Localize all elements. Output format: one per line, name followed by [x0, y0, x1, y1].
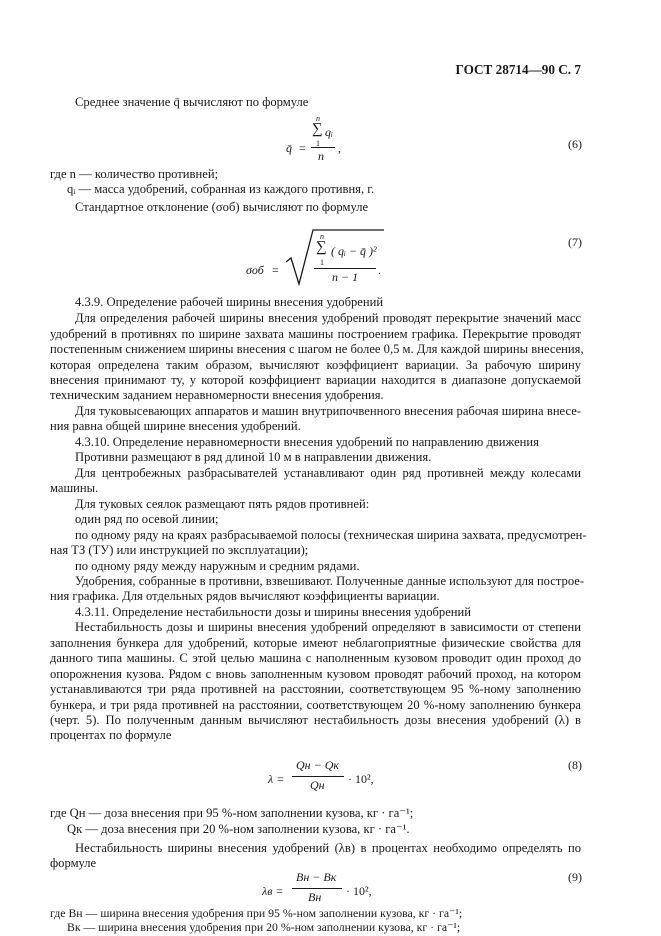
- text-line: по одному ряду на краях разбрасываемой полосы (техническая ширина захвата, предусмотрен-: [75, 528, 587, 542]
- eq7-sum-expr: ( qᵢ − q̄ )²: [331, 244, 377, 258]
- eq7-sum-symbol: ∑: [316, 239, 327, 255]
- eq8-number: (8): [568, 758, 582, 772]
- text-line: Нестабильность дозы и ширины внесения удобрений определяют в зависимости от степени: [75, 620, 581, 634]
- text-line: по одному ряду между наружным и средним рядами.: [75, 559, 360, 573]
- text-line: Для туковых сеялок размещают пять рядов противней:: [75, 497, 370, 511]
- section-4-3-9-heading: 4.3.9. Определение рабочей ширины внесения удобрений: [75, 295, 384, 309]
- lambda-b-intro: Нестабильность ширины внесения удобрений (λв) в процентах необходимо определять по: [75, 841, 581, 855]
- eq6-tail: ,: [338, 141, 341, 155]
- text-line: Удобрения, собранные в противни, взвешивают. Полученные данные используют для построе-: [75, 574, 585, 588]
- eq8-tail: · 10²,: [348, 772, 374, 786]
- page-header: ГОСТ 28714—90 С. 7: [455, 62, 581, 77]
- where-qi: qᵢ — масса удобрений, собранная из каждого противня, г.: [67, 182, 375, 196]
- text-line: ная ТЗ (ТУ) или инструкцией по эксплуатации);: [50, 543, 309, 557]
- eq7-denominator: n − 1: [332, 270, 359, 284]
- text-line: ния равна общей ширине внесения удобрений.: [50, 419, 301, 433]
- text-line: данного типа машины. С этой целью машина с наполненным кузовом проводит один проход до: [50, 651, 581, 665]
- section-4-3-11-heading: 4.3.11. Определение нестабильности дозы и ширины внесения удобрений: [75, 605, 472, 619]
- text-line: ния графика. Для отдельных рядов вычисляют коэффициенты вариации.: [50, 589, 440, 603]
- eq9-lhs: λв =: [262, 884, 284, 898]
- text-line: постепенным снижением ширины внесения с шагом не более 0,5 м. Для каждой ширины внесения,: [50, 342, 584, 356]
- eq7-number: (7): [568, 235, 582, 249]
- eq7-fraction-line: [314, 268, 376, 269]
- text-line: устанавливаются три ряда противней на расстоянии, соответствующем 95 %-ному заполнению: [50, 682, 581, 696]
- text-line: которая определена таким образом, вычисляют коэффициент вариации. За рабочую ширину: [50, 358, 581, 372]
- text-line: Для определения рабочей ширины внесения удобрений проводят перекрытие значений масс: [75, 311, 581, 325]
- std-intro: Стандартное отклонение (σоб) вычисляют по формуле: [75, 200, 369, 214]
- section-4-3-10-heading: 4.3.10. Определение неравномерности внесения удобрений по направлению движения: [75, 435, 539, 449]
- lambda-b-intro-cont: формуле: [50, 856, 97, 870]
- text-line: бункера, и три ряда противней на расстоянии, соответствующем 20 %-ному заполнению бункера: [50, 698, 581, 712]
- eq6-sum-top: n: [316, 114, 320, 123]
- eq8-numerator: Qн − Qк: [296, 758, 339, 772]
- eq9-numerator: Bн − Bк: [296, 870, 337, 884]
- eq6-sum-bottom: 1: [316, 139, 320, 148]
- text-line: Для центробежных разбрасывателей устанавливают один ряд противней между колесами: [75, 466, 581, 480]
- text-line: процентах по формуле: [50, 728, 172, 742]
- text-line: опорожнения кузова. Рядом с вновь заполненным кузовом проводят рабочий проход, на котором: [50, 667, 581, 681]
- eq8-fraction-line: [292, 776, 344, 777]
- where-bn: где Bн — ширина внесения удобрения при 95 %-ном заполнении кузова, кг · га⁻¹;: [50, 906, 463, 920]
- where-n: где n — количество противней;: [50, 167, 219, 181]
- text-line: внесения принимают ту, у которой коэффициент вариации находится в диапазоне допускаемой: [50, 373, 581, 387]
- text-line: техническим заданием неравномерности внесения удобрения.: [50, 388, 384, 402]
- text-line: Для туковысевающих аппаратов и машин внутрипочвенного внесения рабочая ширина внесе-: [75, 404, 581, 418]
- eq7-sum-bottom: 1: [320, 258, 324, 267]
- where-qk: Qк — доза внесения при 20 %-ном заполнении кузова, кг · га⁻¹.: [67, 822, 410, 836]
- eq7-lhs: σоб: [246, 263, 264, 277]
- text-line: (черт. 5). По полученным данным вычисляют нестабильность дозы внесения удобрений (λ) в: [50, 713, 581, 727]
- eq9-fraction-line: [292, 888, 342, 889]
- text-line: один ряд по осевой линии;: [75, 512, 219, 526]
- mean-intro: Среднее значение q̄ вычисляют по формуле: [75, 95, 309, 109]
- eq6-denominator: n: [318, 149, 324, 163]
- eq6-sum-var: qᵢ: [325, 125, 333, 139]
- where-qn: где Qн — доза внесения при 95 %-ном заполнении кузова, кг · га⁻¹;: [50, 806, 414, 820]
- eq7-equals: =: [272, 263, 279, 277]
- eq7-sum-top: n: [320, 232, 324, 241]
- text-line: машины.: [50, 481, 99, 495]
- text-line: Противни размещают в ряд длиной 10 м в направлении движения.: [75, 450, 432, 464]
- eq8-lhs: λ =: [268, 772, 285, 786]
- eq6-sum-symbol: ∑: [312, 121, 323, 137]
- eq6-equals: =: [299, 141, 306, 155]
- where-bk: Bк — ширина внесения удобрения при 20 %-ном заполнении кузова, кг · га⁻¹;: [67, 920, 461, 934]
- eq7-tail: .: [378, 263, 381, 277]
- text-line: заполнения бункера для удобрений, которые имеют неблагоприятные физические свойства для: [50, 636, 581, 650]
- eq9-number: (9): [568, 870, 582, 884]
- eq8-denominator: Qн: [310, 778, 325, 792]
- eq9-tail: · 10²,: [346, 884, 372, 898]
- eq9-denominator: Bн: [308, 890, 322, 904]
- text-line: удобрений в противнях по ширине захвата машины построением графика. Перекрытие проводят: [50, 327, 581, 341]
- eq6-number: (6): [568, 137, 582, 151]
- eq6-lhs: q̄: [286, 141, 292, 155]
- eq6-fraction-line: [311, 147, 335, 148]
